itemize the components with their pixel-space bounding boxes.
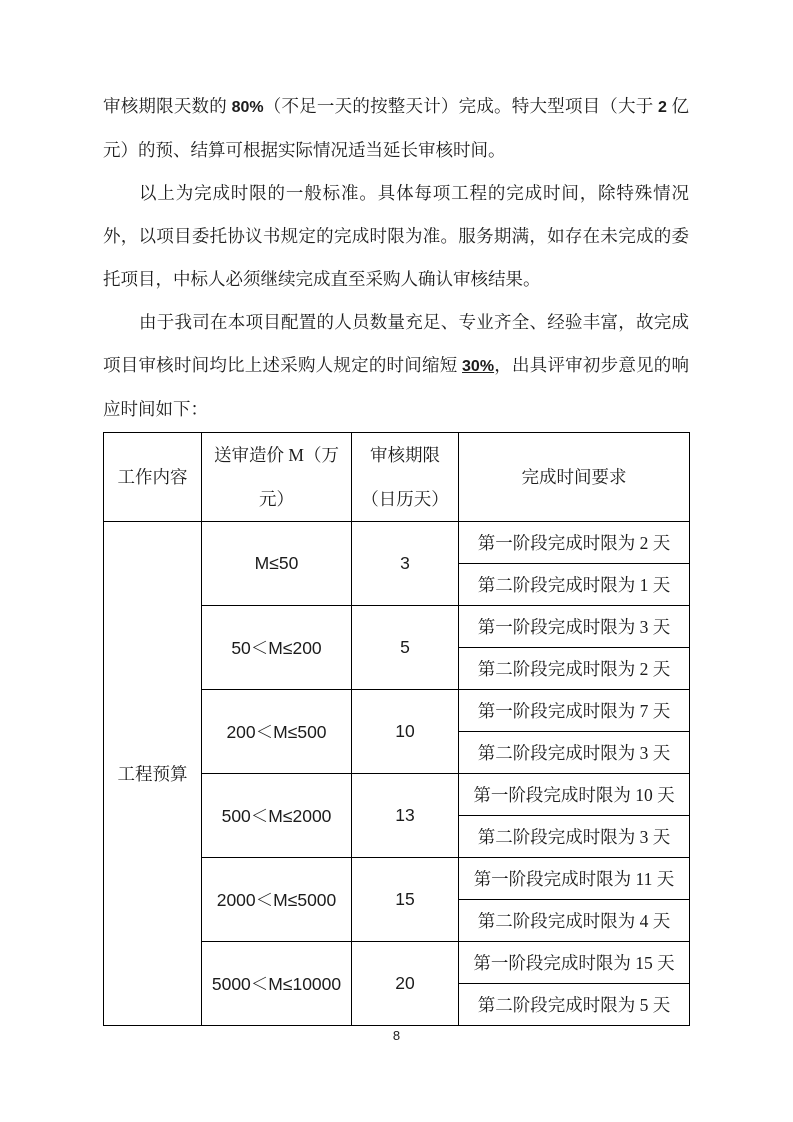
- cell-range: 500＜M≤2000: [202, 774, 352, 858]
- percent-80-value: 80%: [231, 99, 264, 116]
- cell-range: M≤50: [202, 522, 352, 606]
- cell-days: 20: [352, 942, 459, 1026]
- cell-days: 3: [352, 522, 459, 606]
- paragraph-text: 亿元）的预、结算可根据实际情况适当延长审核时间。: [103, 96, 690, 160]
- cell-stage1: 第一阶段完成时限为 11 天: [459, 858, 690, 900]
- header-submitted-cost: 送审造价 M（万元）: [202, 433, 352, 522]
- cell-stage1: 第一阶段完成时限为 10 天: [459, 774, 690, 816]
- review-time-table: [103, 432, 690, 1026]
- cell-days: 5: [352, 606, 459, 690]
- table-header-row: [104, 433, 690, 522]
- paragraph-text: 审核期限天数的: [103, 96, 232, 116]
- cell-stage2: 第二阶段完成时限为 2 天: [459, 648, 690, 690]
- cell-range: 200＜M≤500: [202, 690, 352, 774]
- cell-range: 2000＜M≤5000: [202, 858, 352, 942]
- cell-stage1: 第一阶段完成时限为 15 天: [459, 942, 690, 984]
- cell-stage1: 第一阶段完成时限为 2 天: [459, 522, 690, 564]
- cell-stage2: 第二阶段完成时限为 5 天: [459, 984, 690, 1026]
- cell-days: 15: [352, 858, 459, 942]
- paragraph-general-standard: [103, 172, 689, 301]
- paragraph-text: 以上为完成时限的一般标准。具体每项工程的完成时间，除特殊情况外，以项目委托协议书规定的完成时限为准。服务期满，如存在未完成的委托项目，中标人必须继续完成直至采购人确认审核结果。: [103, 183, 689, 289]
- cell-days: 13: [352, 774, 459, 858]
- cell-range: 50＜M≤200: [202, 606, 352, 690]
- amount-2-value: 2: [658, 99, 667, 116]
- header-work-content: 工作内容: [104, 433, 202, 522]
- cell-stage1: 第一阶段完成时限为 7 天: [459, 690, 690, 732]
- header-review-period: 审核期限（日历天）: [352, 433, 459, 522]
- header-completion-requirement: 完成时间要求: [459, 433, 690, 522]
- paragraph-text: ，出具评审初步意见的响应时间如下：: [103, 355, 690, 419]
- cell-days: 10: [352, 690, 459, 774]
- table-row: [104, 522, 690, 564]
- page-number: 8: [392, 1028, 401, 1043]
- paragraph-text: （不足一天的按整天计）完成。特大型项目（大于: [263, 96, 659, 116]
- paragraph-text: 由于我司在本项目配置的人员数量充足、专业齐全、经验丰富，故完成项目审核时间均比上述采购人规定的时间缩短: [103, 312, 689, 375]
- percent-30-value: 30%: [462, 358, 495, 375]
- cell-stage2: 第二阶段完成时限为 3 天: [459, 732, 690, 774]
- cell-stage2: 第二阶段完成时限为 3 天: [459, 816, 690, 858]
- cell-work-label: 工程预算: [104, 522, 202, 1026]
- page-content: [103, 85, 689, 1026]
- paragraph-time-reduction: [103, 301, 689, 431]
- cell-stage2: 第二阶段完成时限为 4 天: [459, 900, 690, 942]
- paragraph-review-deadline: [103, 85, 689, 172]
- cell-stage2: 第二阶段完成时限为 1 天: [459, 564, 690, 606]
- cell-stage1: 第一阶段完成时限为 3 天: [459, 606, 690, 648]
- cell-range: 5000＜M≤10000: [202, 942, 352, 1026]
